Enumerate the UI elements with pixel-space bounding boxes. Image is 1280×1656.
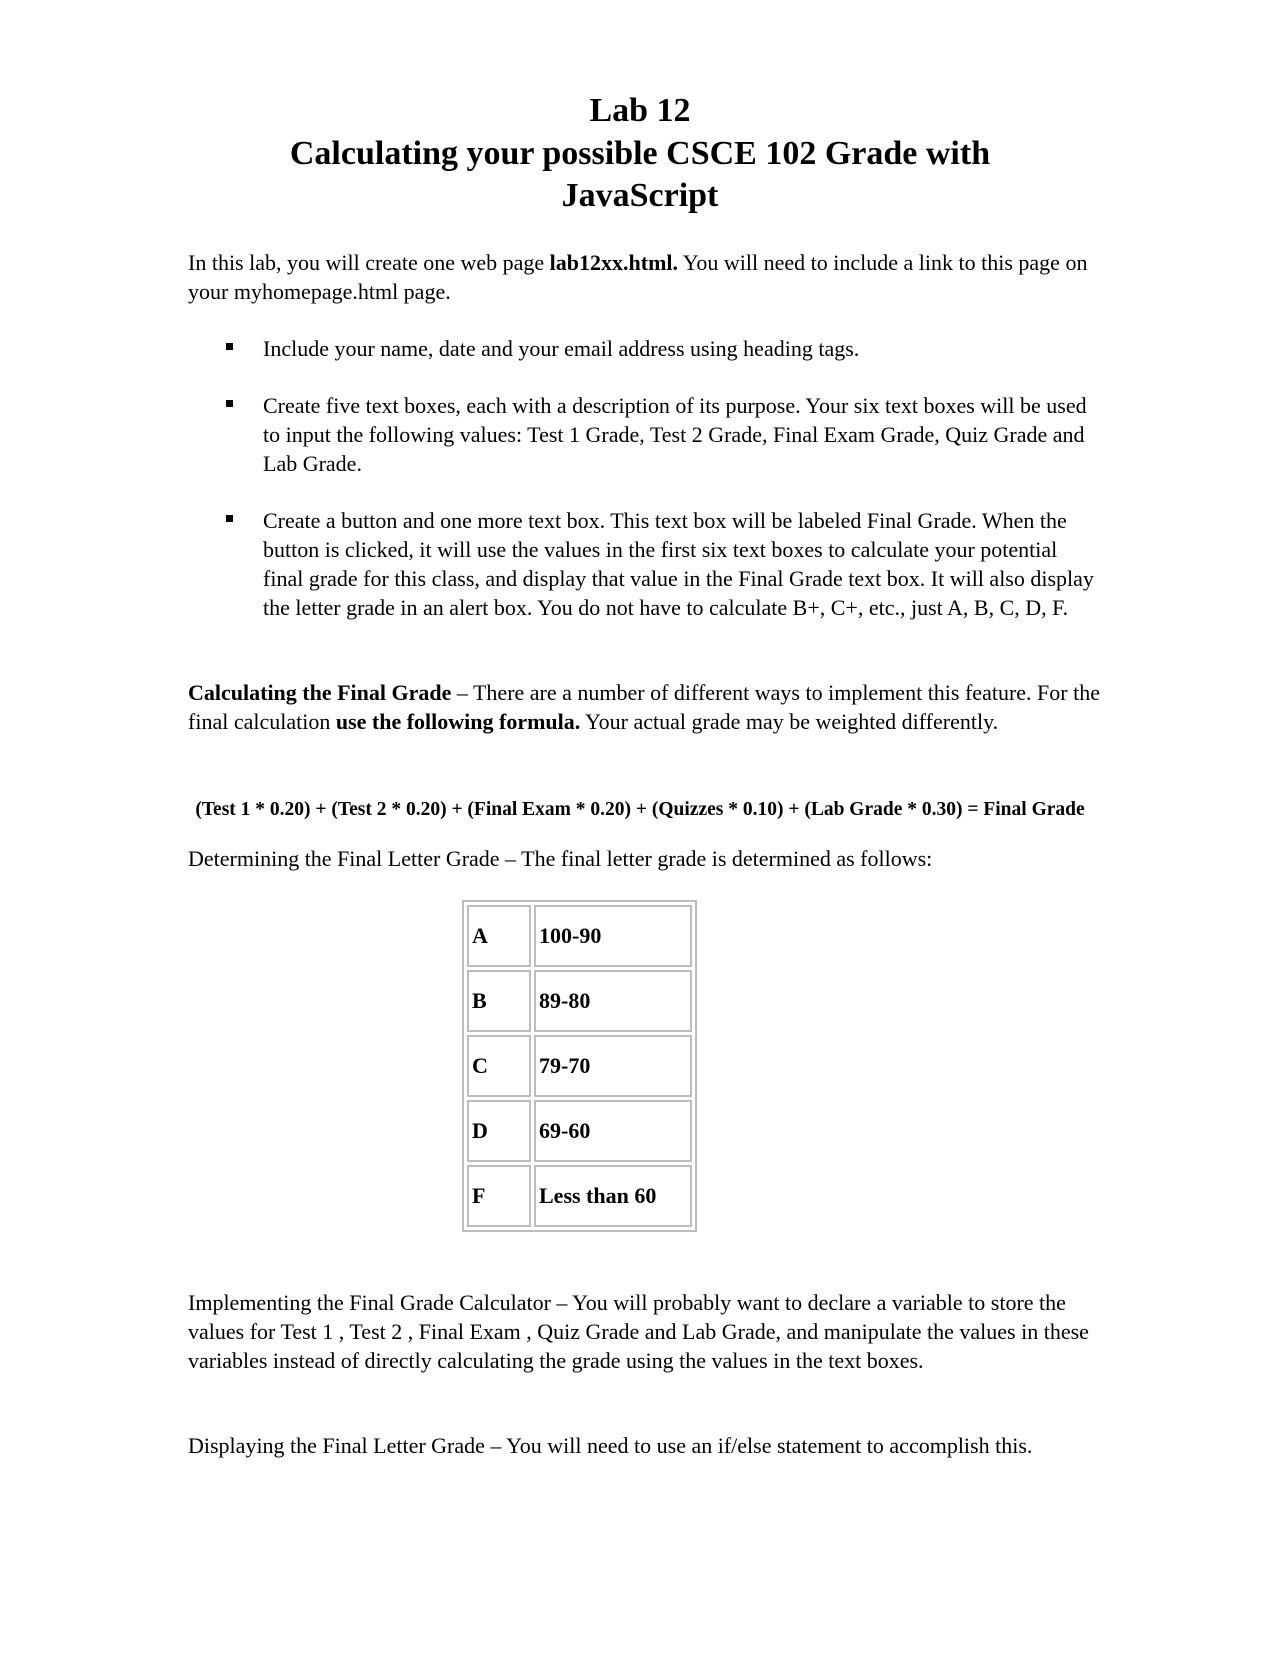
grade-formula: (Test 1 * 0.20) + (Test 2 * 0.20) + (Final Exam * 0.20) + (Quizzes * 0.10) + (Lab Grade * 0.30) = Final Grade xyxy=(195,799,1085,820)
intro-paragraph xyxy=(188,248,1103,306)
grade-range-cell: 79-70 xyxy=(534,1035,692,1097)
title-line-2: Calculating your possible CSCE 102 Grade with xyxy=(289,135,991,172)
grade-letter-cell: C xyxy=(467,1035,531,1097)
grade-range-cell: 89-80 xyxy=(534,970,692,1032)
table-row xyxy=(467,1165,692,1227)
bullet-item-1: Include your name, date and your email address using heading tags. xyxy=(263,336,860,361)
grade-letter-cell: A xyxy=(467,905,531,967)
intro-text-1: In this lab, you will create one web page xyxy=(188,250,550,275)
grade-range-cell: Less than 60 xyxy=(534,1165,692,1227)
calculating-text-2: Your actual grade may be weighted differently. xyxy=(580,709,999,734)
bullet-marker-2 xyxy=(226,400,238,412)
grade-letter-cell: D xyxy=(467,1100,531,1162)
implementing-paragraph: Implementing the Final Grade Calculator – You will probably want to declare a variable to store the values for Test 1 , Test 2 , Final Exam , Quiz Grade and Lab Grade, and manipulate the values in these variables instead of directly calculating the grade using the values in the text boxes. xyxy=(188,1290,1089,1373)
displaying-paragraph: Displaying the Final Letter Grade – You will need to use an if/else statement to accomplish this. xyxy=(188,1433,1033,1458)
grade-range-cell: 69-60 xyxy=(534,1100,692,1162)
table-row xyxy=(467,1035,692,1097)
title-line-1: Lab 12 xyxy=(589,92,691,129)
bullet-marker-3 xyxy=(226,515,238,527)
table-row xyxy=(467,1100,692,1162)
table-row xyxy=(467,970,692,1032)
grade-range-cell: 100-90 xyxy=(534,905,692,967)
calculating-paragraph xyxy=(188,678,1103,736)
calculating-emphasis: use the following formula. xyxy=(335,709,581,734)
calculating-heading: Calculating the Final Grade xyxy=(188,680,452,705)
calculating-text-1: – There are a number of different ways to implement this feature. For the final calculation xyxy=(188,680,1100,734)
bullet-item-2: Create five text boxes, each with a description of its purpose. Your six text boxes will be used to input the following values: Test 1 Grade, Test 2 Grade, Final Exam Grade, Quiz Grade and Lab Grade. xyxy=(263,393,1087,476)
bullet-item-3: Create a button and one more text box. This text box will be labeled Final Grade. When the button is clicked, it will use the values in the first six text boxes to calculate your potential final grade for this class, and display that value in the Final Grade text box. It will also display the letter grade in an alert box. You do not have to calculate B+, C+, etc., just A, B, C, D, F. xyxy=(263,508,1094,620)
table-row xyxy=(467,905,692,967)
grade-letter-cell: F xyxy=(467,1165,531,1227)
grade-letter-cell: B xyxy=(467,970,531,1032)
intro-text-2: You will need to include a link to this page on your myhomepage.html page. xyxy=(188,250,1088,304)
intro-filename: lab12xx.html. xyxy=(549,250,679,275)
letter-grade-table xyxy=(462,900,697,1232)
bullet-marker-1 xyxy=(226,343,238,355)
determining-paragraph: Determining the Final Letter Grade – The final letter grade is determined as follows: xyxy=(188,846,933,871)
title-line-3: JavaScript xyxy=(561,177,719,214)
